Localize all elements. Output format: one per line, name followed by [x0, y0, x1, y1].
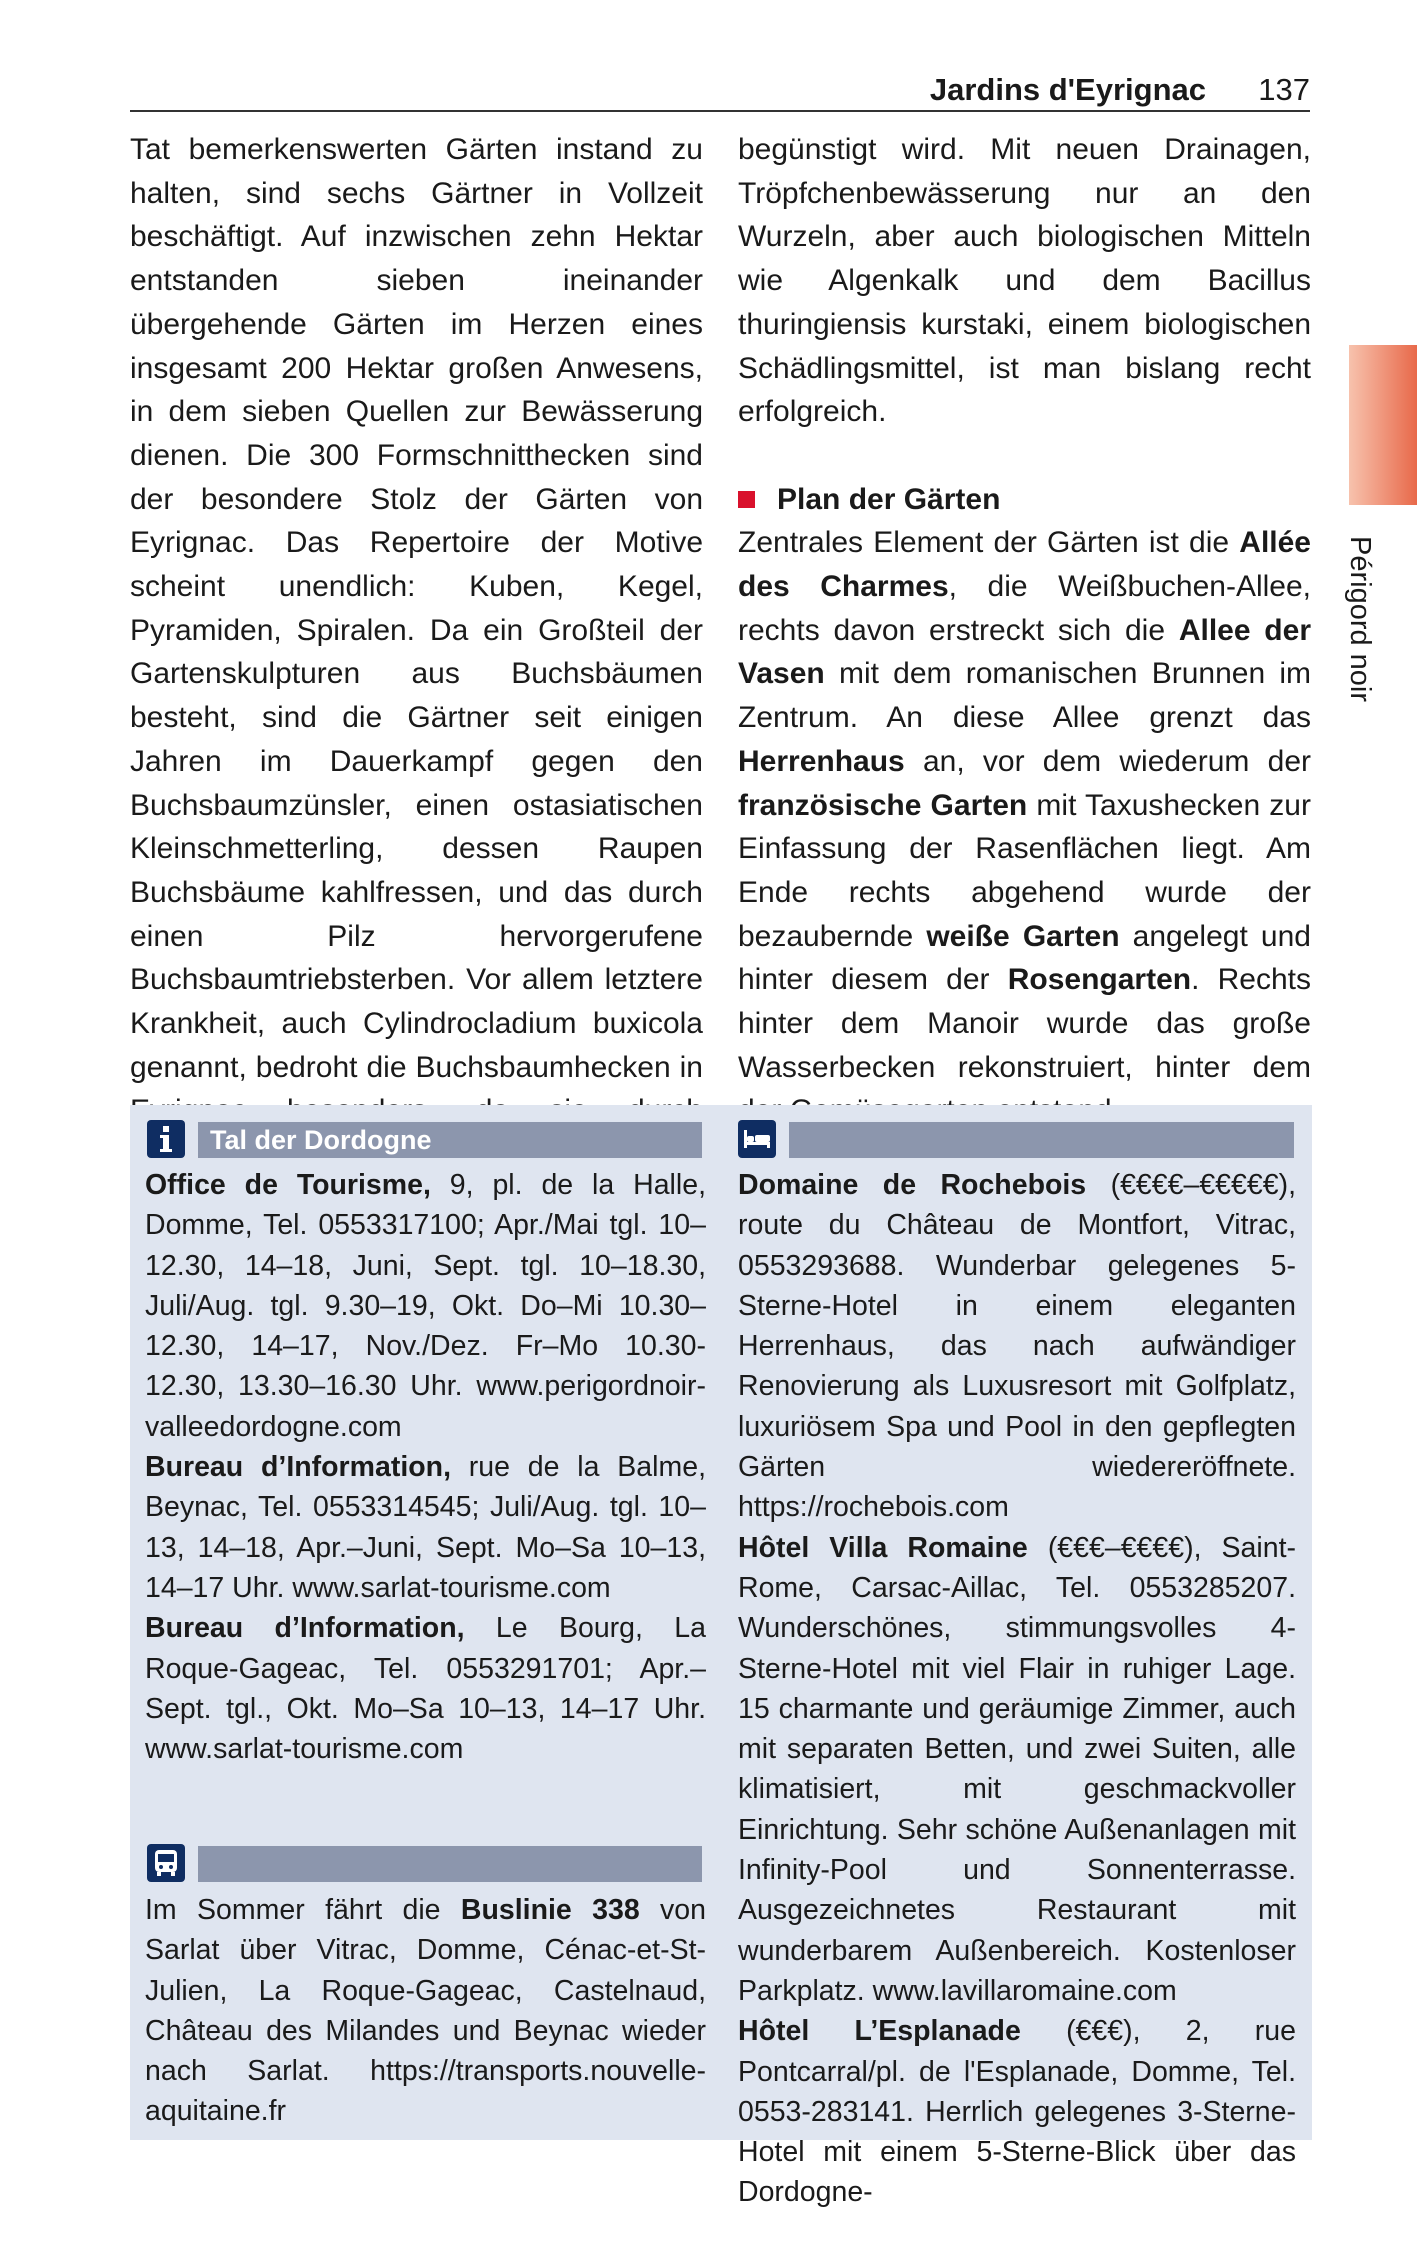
page-number: 137	[1258, 72, 1310, 107]
chapter-side-label: Périgord noir	[1344, 536, 1376, 703]
bus-icon	[147, 1844, 185, 1882]
info-entry: Bureau d’Information, Le Bourg, La Roque-Gageac, Tel. 0553291701; Apr.–Sept. tgl., Okt. Mo–Sa 10–13, 14–17 Uhr. www.sarlat-tourisme.com	[145, 1612, 706, 1766]
highlight-allee-des-charmes: Allée des Charmes	[738, 526, 1311, 604]
bus-paragraph: Im Sommer fährt die Buslinie 338 von Sarlat über Vitrac, Domme, Cénac-et-St-Julien, La Roque-Gageac, Castelnaud, Château des Milandes und Beynac wieder nach Sarlat. https://transports.nouvelle-aquitaine.fr	[145, 1894, 706, 2128]
left-column	[130, 128, 703, 1177]
chapter-tab	[1349, 345, 1417, 505]
highlight-herrenhaus: Herrenhaus	[738, 744, 905, 778]
red-square-bullet-icon	[738, 491, 755, 508]
info-box-content	[145, 1165, 706, 1769]
hotel-box-content	[738, 1165, 1296, 2213]
highlight-buslinie: Buslinie 338	[460, 1894, 640, 1926]
info-icon	[147, 1120, 185, 1158]
hotel-box	[724, 1105, 1312, 2209]
right-column	[738, 128, 1311, 1133]
highlight-franzoesische-garten: französische Garten	[738, 788, 1028, 822]
info-box-title: Tal der Dordogne	[210, 1125, 432, 1155]
section-heading-plan	[738, 478, 1311, 522]
hotel-entry: Domaine de Rochebois (€€€€–€€€€€), route du Château de Montfort, Vitrac, 0553293688. Wunderbar gelegenes 5-Sterne-Hotel in einem eleganten Herrenhaus, das nach aufwändiger Renovierung als Luxusresort mit Golfplatz, luxuriösem Spa und Pool in den gepflegten Gärten wiedereröffnete. https://rochebois.com	[738, 1169, 1296, 1524]
left-column-text: Tat bemerkenswerten Gärten instand zu halten, sind sechs Gärtner in Vollzeit beschäftigt. Auf inzwischen zehn Hektar entstanden sieben ineinander übergehende Gärten im Herzen eines insgesamt 200 Hektar großen Anwesens, in dem sieben Quellen zur Bewässerung dienen. Die 300 Formschnitthecken sind der besondere Stolz der Gärten von Eyrignac. Das Repertoire der Motive scheint unendlich: Kuben, Kegel, Pyramiden, Spiralen. Da ein Großteil der Gartenskulpturen aus Buchsbäumen besteht, sind die Gärtner seit einigen Jahren im Dauerkampf gegen den Buchsbaumzünsler, einen ostasiatischen Kleinschmetterling, dessen Raupen Buchsbäume kahlfressen, und das durch einen Pilz hervorgerufene Buchsbaumtriebsterben. Vor allem letztere Krankheit, auch Cylindrocladium buxicola genannt, bedroht die Buchsbaumhecken in	[130, 133, 703, 1084]
bus-box-content	[145, 1890, 706, 2132]
highlight-rosengarten: Rosengarten	[1007, 963, 1192, 997]
hotel-box-title-bar	[789, 1122, 1294, 1158]
header-title: Jardins d'Eyrignac	[929, 72, 1206, 107]
info-box	[130, 1105, 724, 2140]
section-heading-text: Plan der Gärten	[777, 482, 1001, 516]
highlight-weisse-garten: weiße Garten	[926, 919, 1120, 953]
bed-icon	[738, 1120, 776, 1158]
running-header	[130, 70, 1310, 112]
highlight-allee-der-vasen: Allee der Vasen	[738, 613, 1311, 691]
info-box-title-bar	[198, 1122, 702, 1158]
hotel-entry: Hôtel Villa Romaine (€€€–€€€€), Saint-Rome, Carsac-Aillac, Tel. 0553285207. Wunderschönes, stimmungsvolles 4-Sterne-Hotel mit viel Flair in ruhiger Lage. 15 charmante und geräumige Zimmer, auch mit separaten Betten, und zwei Suiten, alle klimatisiert, mit geschmackvoller Einrichtung. Sehr schöne Außenanlagen mit Infinity-Pool und Sonnenterrasse. Ausgezeichnetes Restaurant mit wunderbarem Außenbereich. Kostenloser Parkplatz. www.lavillaromaine.com	[738, 1531, 1296, 2007]
plan-paragraph: Zentrales Element der Gärten ist die Allée des Charmes, die Weißbuchen-Allee, rechts davon erstreckt sich die Allee der Vasen mit dem romanischen Brunnen im Zentrum. An diese Allee grenzt das Herrenhaus an, vor dem wiederum der französische Garten mit Taxushecken zur Einfassung der Rasenflächen liegt. Am Ende rechts abgehend wurde der bezaubernde weiße Garten angelegt und hinter diesem der Rosengarten. Rechts hinter dem Manoir wurde das große Wasserbecken rekonstruiert, hinter dem	[738, 526, 1311, 1084]
info-entry: Office de Tourisme, 9, pl. de la Halle, Domme, Tel. 0553317100; Apr./Mai tgl. 10–12.30, 14–18, Juni, Sept. tgl. 10–18.30, Juli/Aug. tgl. 9.30–19, Okt. Do–Mi 10.30–12.30, 14–17, Nov./Dez. Fr–Mo 10.30-12.30, 13.30–16.30 Uhr. www.perigordnoir-valleedordogne.com	[145, 1169, 706, 1443]
info-entry: Bureau d’Information, rue de la Balme, Beynac, Tel. 0553314545; Juli/Aug. tgl. 10–13, 14–18, Apr.–Juni, Sept. Mo–Sa 10–13, 14–17 Uhr. www.sarlat-tourisme.com	[145, 1451, 706, 1604]
hotel-entry: Hôtel L’Esplanade (€€€), 2, rue Pontcarral/pl. de l'Esplanade, Domme, Tel. 0553-283141. Herrlich gelegenes 3-Sterne-Hotel mit einem 5-Sterne-Blick über das Dordogne-	[738, 2015, 1297, 2209]
bus-box-title-bar	[198, 1846, 702, 1882]
right-column-intro: begünstigt wird. Mit neuen Drainagen, Tröpfchenbewässerung nur an den Wurzeln, aber auch biologischen Mitteln wie Algenkalk und dem Bacillus thuringiensis kurstaki, einem biologischen Schädlingsmittel, ist man bislang recht erfolgreich.	[738, 133, 1311, 429]
